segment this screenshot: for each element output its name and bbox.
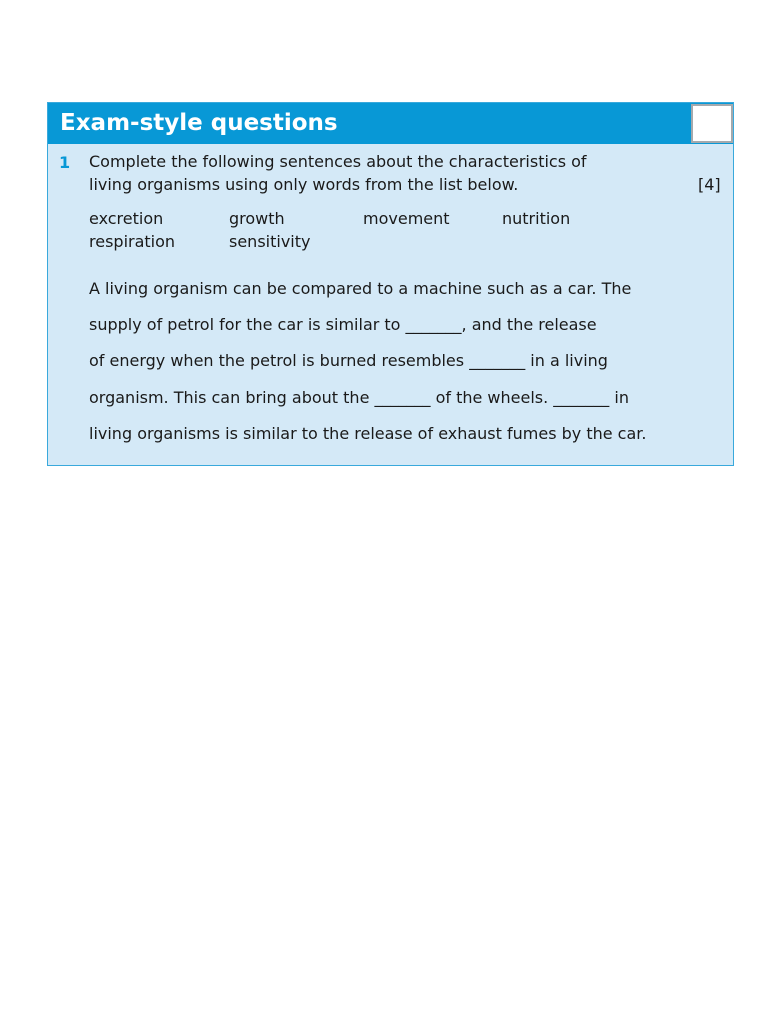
passage-line: supply of petrol for the car is similar to _______, and the release [89, 315, 597, 334]
question-marks: [4] [698, 175, 721, 194]
question-number: 1 [59, 153, 71, 172]
passage-line: living organisms is similar to the release of exhaust fumes by the car. [89, 424, 647, 443]
word-list-item: excretion [89, 209, 164, 228]
question-text-line-2: living organisms using only words from the list below. [89, 175, 519, 194]
word-list-item: respiration [89, 232, 176, 251]
passage-line: A living organism can be compared to a machine such as a car. The [89, 279, 632, 298]
word-list-item: nutrition [502, 209, 571, 228]
passage-line: of energy when the petrol is burned resembles _______ in a living [89, 351, 608, 370]
word-list-item: sensitivity [229, 232, 311, 251]
word-list-item: movement [363, 209, 450, 228]
passage-line: organism. This can bring about the _______ of the wheels. _______ in [89, 388, 629, 407]
word-list-item: growth [229, 209, 285, 228]
header-checkbox[interactable] [691, 104, 733, 143]
exam-questions-panel [47, 102, 734, 466]
exam-header-bar [48, 103, 733, 144]
question-text-line-1: Complete the following sentences about the characteristics of [89, 152, 587, 171]
exam-title: Exam-style questions [60, 110, 338, 136]
